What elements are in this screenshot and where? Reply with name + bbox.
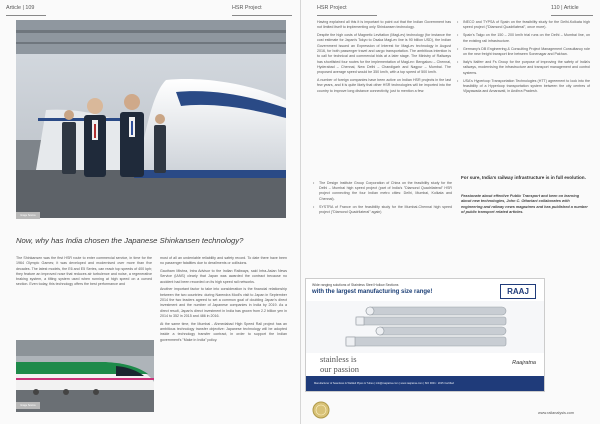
companies-list-left	[312, 181, 452, 218]
hero-image-caption: Image Source	[16, 212, 40, 219]
list-item: • Italy's Italferr and Fs Group for the purpose of improving the safety of India's railways, modernising the infrastructure and transport management and control systems.	[456, 60, 590, 76]
list-item: • Germany's DB Engineering & Consulting Project Management Consultancy role on the new freight transport line between Sonenagar and Pakhan.	[456, 47, 590, 57]
paragraph: Having explained all this it is important to point out that the Indian Government has not limited itself to implementing only Shinkansen technology.	[317, 20, 451, 30]
conclusion-highlight: For sure, India's railway infrastructure is in full evolution.	[461, 175, 586, 180]
ad-slogan-line-1: stainless is	[320, 354, 357, 364]
ad-tagline: Raajratna	[512, 360, 536, 366]
paragraph: Gautham Mishra, Intra Advisor to the Indian Railways, said Intra-Asian News Service (IANS) clearly that Japan was awarded the contract because no accident had been recorded on its high speed rail networks.	[160, 269, 287, 284]
list-item: • INECO and TYPSA of Spain on the feasibility study for the Delhi-Kolkata high speed project ("Diamond Quadrilateral", once more).	[456, 20, 590, 30]
paragraph: The Shinkansen was the first HSR route to enter commercial service, in time for the 1964 Olympic Games; it was developed and modernised over more than five decades. The latest models, the E6 and E5 Series, can reach top speeds of 400 kph; they feature an improved nose that reduces air turbulence and noise, a regenerative braking system, a tilting system used when running at high speed on a curved section. Even today, this technology offers the best performance and	[16, 256, 152, 287]
paragraph: most of all an undeniable reliability and safety record. To date there have been no passenger fatalities due to derailments or collisions.	[160, 256, 287, 266]
author-bio: Passionate about effective Public Transport and keen on learning about new technologies, John C. Ottaviani collaborates with engineering and railway news magazines and has published a number of public transport related articles.	[461, 194, 588, 214]
hero-photo-leaders-shinkansen	[16, 20, 286, 218]
train-image-caption: Image Source	[16, 402, 40, 409]
right-page-number: 110 | Article	[551, 5, 579, 11]
raaj-logo: RAAJ	[500, 284, 536, 299]
right-section-title: HSR Project	[317, 5, 347, 11]
list-item: • USA's Hyperloop Transportation Technologies (HTT) agreement to look into the feasibility of a Hyperloop transportation system between the city centres of Vijayawada and Amaravati, in Andhra Pradesh.	[456, 79, 590, 95]
list-item: • Spain's Talgo on the 150 – 200 km/h trial runs on the Delhi – Mumbai line, on the existing rail infrastructure.	[456, 33, 590, 43]
left-page-number: Article | 109	[6, 5, 35, 11]
website-url[interactable]: www.railanalysis.com	[538, 411, 575, 415]
ad-line-1: Wide ranging solutions of Stainless Steel Hollow Sections	[312, 283, 399, 287]
right-column-intro	[317, 20, 451, 96]
left-second-column	[160, 256, 287, 345]
raaj-advertisement	[305, 278, 545, 392]
list-item: • The Design Institute Group Corporation of China on the feasibility study for the Delhi – Mumbai high speed project (part of India's "Diamond Quadrilateral" HSR project connecting the four Indian metro cities: Delhi, Mumbai, Kolkata and Chennai).	[312, 181, 452, 202]
left-column-text	[16, 256, 152, 290]
ad-line-2: with the largest manufacturing size range!	[312, 289, 433, 295]
paragraph: A number of foreign companies have been active on Indian HSR projects in the last few years, and it is quite likely that other HSR technologies will be imported into the country to improve long distance connectivity, just to mention a few:	[317, 77, 451, 93]
ad-slogan-line-2: our passion	[320, 364, 359, 374]
award-badge-icon	[312, 401, 330, 419]
paragraph: At the same time, the Mumbai - Ahmedabad High Speed Rail project has an ambitious technology transfer objective: Japanese technology will be adopted inside a technology transfer contract, in order to support the Indian government's "Make in India" policy.	[160, 321, 287, 342]
ad-footer: Manufacturer of Seamless & Welded Pipes & Tubes | info@raajratna.com | www.raajratna.com | ISO 9001 : 2015 Certified	[306, 376, 544, 391]
paragraph: Despite the high costs of Magnetic Levitation (MagLev) technology (for instance the cost estimate for Japan's Tokyo to Osaka MagLev line is 90 billion USD), the Indian Government issued an Expression of Interest for MagLev technology in August 2016, for both passenger travel and cargo transportation. The ambitious intention is to call for technical and commercial bids at a later stage. The Ministry of Railways has shortlisted four routes for the implementation of MagLev: Bengaluru – Chennai, Hyderabad – Chennai, New Delhi – Chandigarh and Nagpur – Mumbai. The proposed average speed would be 350 km/h, with a top speed of 500 km/h.	[317, 33, 451, 75]
left-section-title: HSR Project	[232, 5, 262, 11]
article-headline: Now, why has India chosen the Japanese Shinkansen technology?	[16, 236, 244, 245]
list-item: • SYSTRA of France on the feasibility study for the Mumbai-Chennai high speed project ("Diamond Quadrilateral" again)	[312, 205, 452, 215]
companies-list-right	[456, 20, 590, 97]
paragraph: Another important factor to take into consideration is the financial relationship between the two countries: during Narendra Modi's visit to Japan in September 2014 the two leaders agreed to set a common goal of doubling Japan's direct investment and the number of Japanese companies in India by 2019. As a direct result, Japan's direct investment in India has grown from 2.2 billion yen in 2014 to 352 in 2015 and 486 in 2016.	[160, 287, 287, 318]
steel-tubes-graphic	[306, 301, 545, 353]
